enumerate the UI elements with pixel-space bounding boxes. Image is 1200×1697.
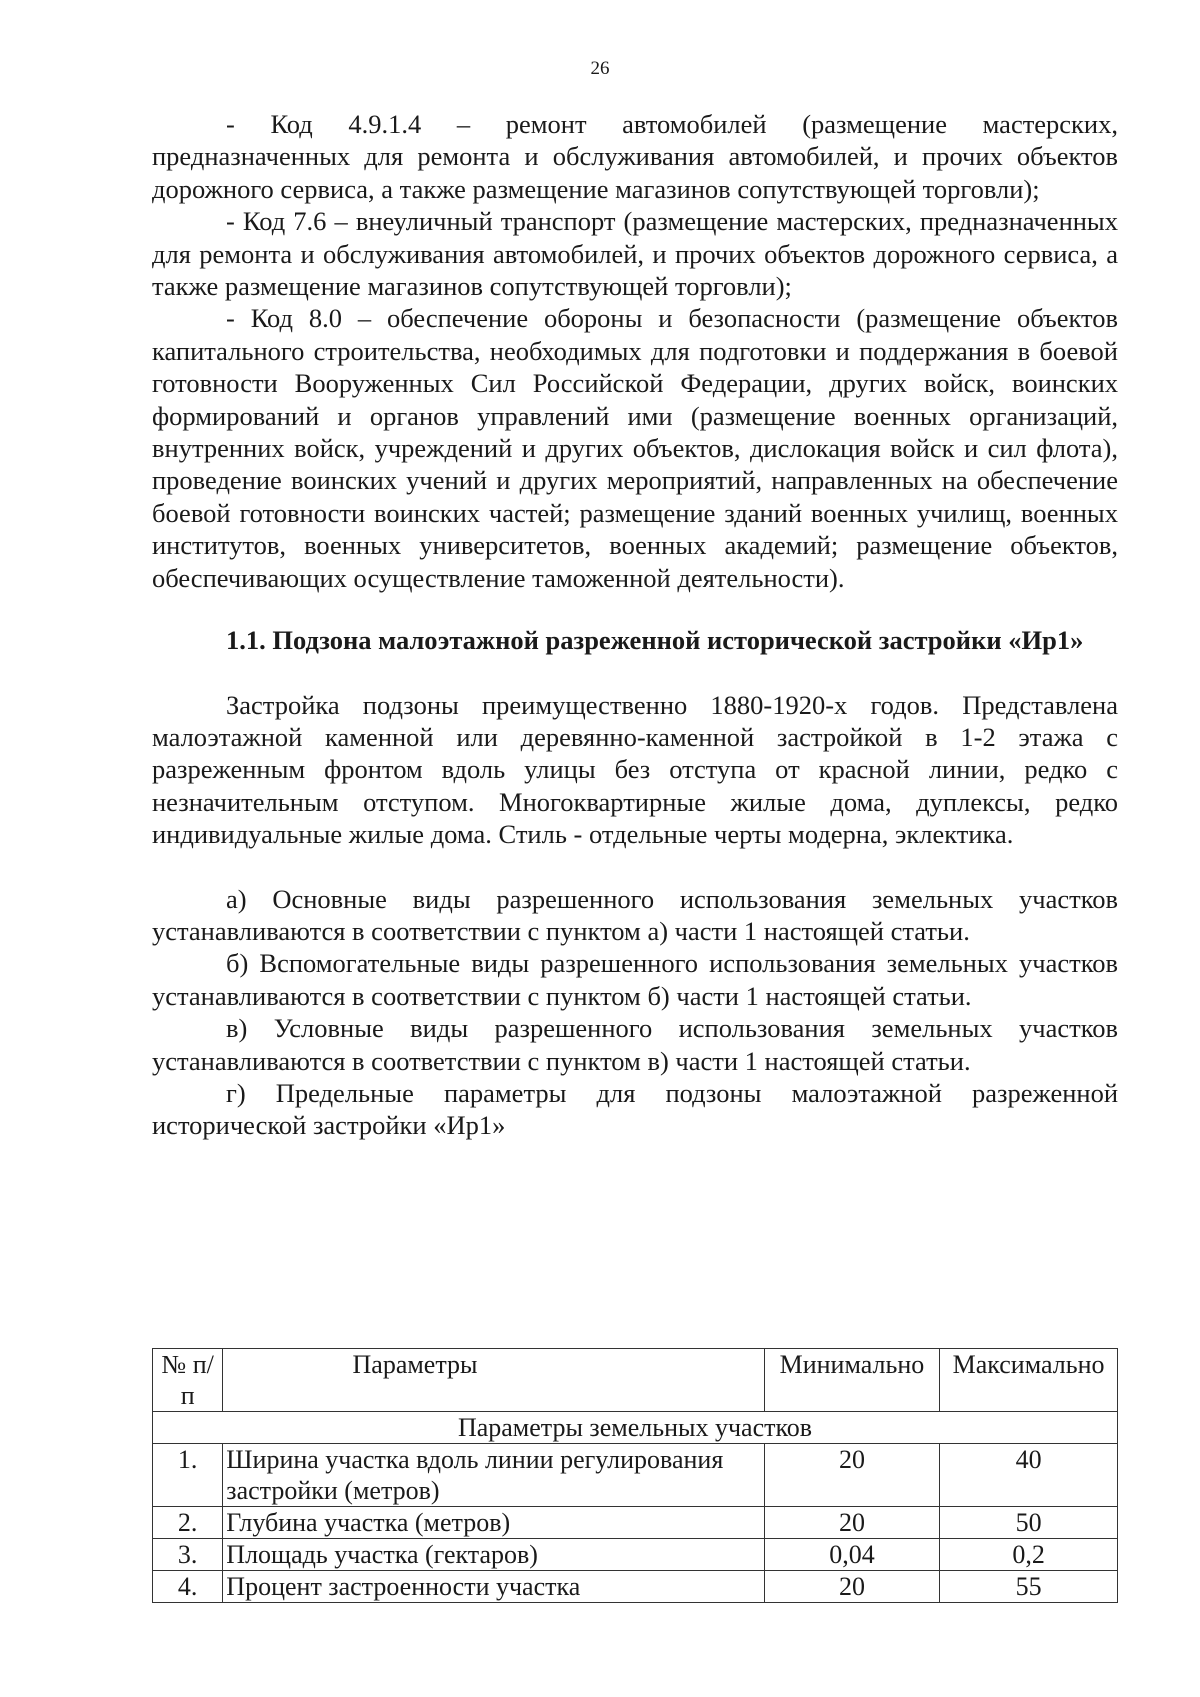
header-minimum: Минимально — [764, 1349, 939, 1412]
row-minimum: 0,04 — [764, 1539, 939, 1571]
row-number: 1. — [153, 1444, 223, 1507]
paragraph-code-4914: - Код 4.9.1.4 – ремонт автомобилей (размещение мастерских, предназначенных для ремонта и обслуживания автомобилей, и прочих объектов дорожного сервиса, а также размещение магазинов сопутствующей торговли); — [152, 109, 1118, 204]
row-minimum: 20 — [764, 1444, 939, 1507]
row-parameter: Ширина участка вдоль линии регулирования застройки (метров) — [223, 1444, 764, 1507]
document-body — [152, 108, 1118, 1142]
table-header-row — [153, 1349, 1118, 1412]
row-number: 3. — [153, 1539, 223, 1571]
header-number: № п/п — [153, 1349, 223, 1412]
page-number: 26 — [590, 58, 610, 79]
section-title: Параметры земельных участков — [153, 1412, 1118, 1444]
parameters-table — [152, 1348, 1118, 1603]
subparagraph-a: а) Основные виды разрешенного использования земельных участков устанавливаются в соответствии с пунктом а) части 1 настоящей статьи. — [152, 883, 1118, 946]
table-row — [153, 1571, 1118, 1603]
row-maximum: 40 — [940, 1444, 1118, 1507]
table-row — [153, 1507, 1118, 1539]
row-maximum: 55 — [940, 1571, 1118, 1603]
subparagraph-b: б) Вспомогательные виды разрешенного использования земельных участков устанавливаются в соответствии с пунктом б) части 1 настоящей статьи. — [152, 948, 1118, 1011]
section-heading: 1.1. Подзона малоэтажной разреженной исторической застройки «Ир1» — [226, 625, 1084, 656]
row-number: 2. — [153, 1507, 223, 1539]
paragraph-code-80: - Код 8.0 – обеспечение обороны и безопасности (размещение объектов капитального строительства, необходимых для подготовки и поддержания в боевой готовности Вооруженных Сил Российской Федерации, других войск, воинских формирований и органов управлений ими (размещение военных организаций, внутренних войск, учреждений и других объектов, дислокация войск и сил флота), проведение воинских учений и других мероприятий, направленных на обеспечение боевой готовности воинских частей; размещение зданий военных училищ, военных институтов, военных университетов, военных академий; размещение объектов, обеспечивающих осуществление таможенной деятельности). — [152, 303, 1118, 593]
row-number: 4. — [153, 1571, 223, 1603]
zone-description: Застройка подзоны преимущественно 1880-1920-х годов. Представлена малоэтажной каменной или деревянно-каменной застройкой в 1-2 этажа с разреженным фронтом вдоль улицы без отступа от красной линии, редко с незначительным отступом. Многоквартирные жилые дома, дуплексы, редко индивидуальные жилые дома. Стиль - отдельные черты модерна, эклектика. — [152, 689, 1118, 850]
row-parameter: Площадь участка (гектаров) — [223, 1539, 764, 1571]
row-minimum: 20 — [764, 1571, 939, 1603]
table-section-row — [153, 1412, 1118, 1444]
header-maximum: Максимально — [940, 1349, 1118, 1412]
table-row — [153, 1539, 1118, 1571]
row-parameter: Процент застроенности участка — [223, 1571, 764, 1603]
row-maximum: 50 — [940, 1507, 1118, 1539]
header-parameters: Параметры — [223, 1349, 764, 1412]
row-parameter: Глубина участка (метров) — [223, 1507, 764, 1539]
subparagraph-v: в) Условные виды разрешенного использования земельных участков устанавливаются в соответствии с пунктом в) части 1 настоящей статьи. — [152, 1013, 1118, 1076]
table-row — [153, 1444, 1118, 1507]
subparagraph-g: г) Предельные параметры для подзоны малоэтажной разреженной исторической застройки «Ир1» — [152, 1077, 1118, 1141]
paragraph-code-76: - Код 7.6 – внеуличный транспорт (размещение мастерских, предназначенных для ремонта и обслуживания автомобилей, и прочих объектов дорожного сервиса, а также размещение магазинов сопутствующей торговли); — [152, 206, 1118, 302]
row-minimum: 20 — [764, 1507, 939, 1539]
row-maximum: 0,2 — [940, 1539, 1118, 1571]
